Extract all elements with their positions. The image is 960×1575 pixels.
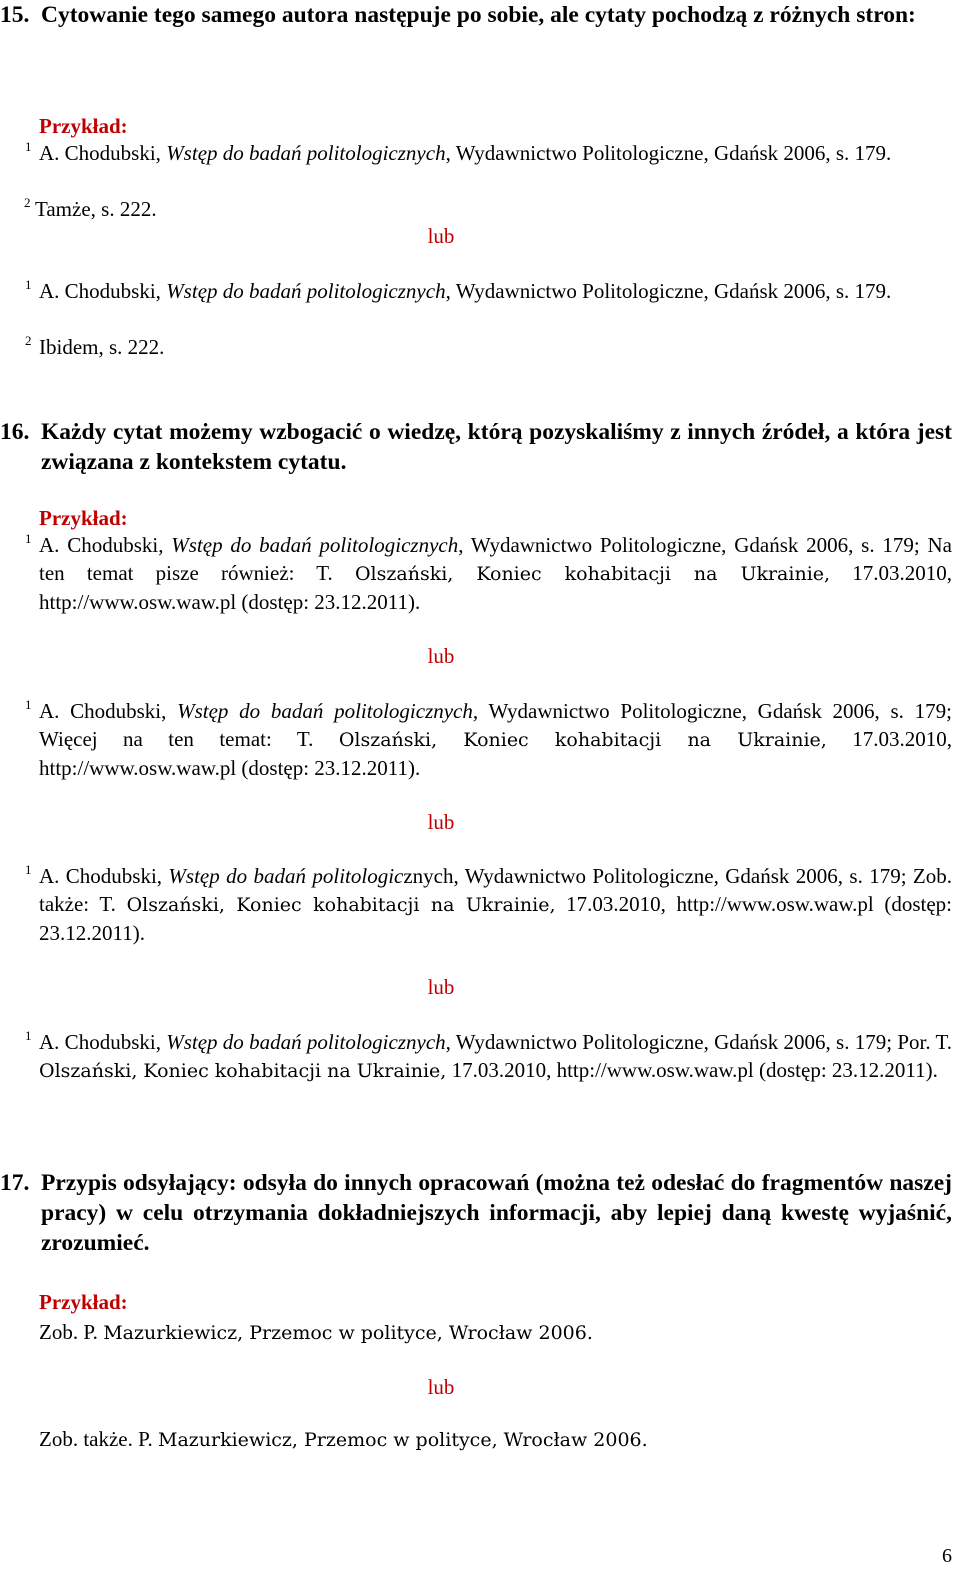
- reference-prefix: Zob. także. P.: [39, 1427, 158, 1451]
- footnote-text: Ibidem, s. 222.: [39, 335, 165, 359]
- book-title: Wstęp do badań politologicznych: [166, 1030, 446, 1054]
- author: A. Chodubski,: [39, 699, 178, 723]
- footnote: [25, 333, 952, 361]
- footnote-marker: 1: [25, 1028, 32, 1043]
- heading-number: 16.: [0, 419, 30, 445]
- author: A. Chodubski,: [39, 279, 167, 303]
- footnote-marker: 1: [25, 277, 32, 292]
- book-title: Wstęp do badań politologicznych: [171, 533, 459, 557]
- publication-info: znych, Wydawnictwo Politologiczne, Gdańsk 2006, s. 179; Zob. także: T.: [39, 864, 952, 916]
- footnote-text: Tamże, s. 222.: [35, 197, 157, 221]
- heading-16: [0, 417, 952, 477]
- or-separator: lub: [427, 224, 455, 248]
- author: A. Chodubski,: [39, 864, 169, 888]
- footnote: [24, 195, 948, 223]
- example-label: Przykład:: [39, 114, 128, 138]
- reference-prefix: Zob. P.: [39, 1320, 104, 1344]
- heading-number: 15.: [0, 2, 30, 28]
- footnote: [25, 277, 952, 305]
- publication-info: , Wydawnictwo Politologiczne, Gdańsk 2006, s. 179; Więcej na ten temat: T.: [39, 699, 952, 751]
- reference-work: Mazurkiewicz, Przemoc w polityce, Wrocław 2006.: [157, 1429, 648, 1451]
- author: A. Chodubski,: [39, 1030, 167, 1054]
- publication-info: , Wydawnictwo Politologiczne, Gdańsk 2006, s. 179; Na ten temat pisze również: T.: [39, 533, 952, 585]
- footnote: [25, 139, 952, 167]
- or-separator: lub: [427, 810, 455, 834]
- or-separator: lub: [427, 975, 455, 999]
- author: A. Chodubski,: [39, 141, 167, 165]
- heading-17: [0, 1168, 952, 1258]
- or-separator: lub: [427, 644, 455, 668]
- footnote: [25, 697, 952, 782]
- example-reference: [39, 1318, 593, 1347]
- example-reference: [39, 1425, 648, 1454]
- book-title: Wstęp do badań politologicznych: [177, 699, 473, 723]
- footnote: [25, 862, 953, 947]
- heading-text: Przypis odsyłający: odsyła do innych opracowań (można też odesłać do fragmentów naszej pracy) w celu otrzymania dokładniejszych informacji, aby lepiej daną kwestę wyjaśnić, zrozumieć.: [41, 1170, 952, 1256]
- footnote-marker: 1: [25, 531, 32, 546]
- example-label: Przykład:: [39, 506, 128, 530]
- publication-info: , Wydawnictwo Politologiczne, Gdańsk 2006, s. 179.: [445, 279, 892, 303]
- footnote-marker: 1: [25, 697, 32, 712]
- book-title: Wstęp do badań politologicznych: [166, 279, 446, 303]
- example-label: Przykład:: [39, 1290, 128, 1314]
- related-work: Olszański, Koniec kohabitacji na Ukrainie,: [126, 894, 556, 916]
- footnote-marker: 2: [24, 195, 31, 210]
- heading-text: Każdy cytat możemy wzbogacić o wiedzę, którą pozyskaliśmy z innych źródeł, a która jest związana z kontekstem cytatu.: [41, 419, 952, 475]
- author: A. Chodubski,: [39, 533, 172, 557]
- related-work: Olszański, Koniec kohabitacji na Ukrainie,: [39, 1060, 447, 1082]
- footnote: [25, 531, 952, 616]
- publication-info: , Wydawnictwo Politologiczne, Gdańsk 2006, s. 179; Por. T.: [445, 1030, 952, 1054]
- related-work: Olszański, Koniec kohabitacji na Ukrainie,: [338, 729, 827, 751]
- or-separator: lub: [427, 1375, 455, 1399]
- related-work-info: 17.03.2010, http://www.osw.waw.pl (dostęp: 23.12.2011).: [39, 892, 953, 945]
- footnote-marker: 1: [25, 862, 32, 877]
- book-title: Wstęp do badań politologic: [168, 864, 404, 888]
- heading-text: Cytowanie tego samego autora następuje po sobie, ale cytaty pochodzą z różnych stron:: [41, 2, 916, 28]
- related-work: Olszański, Koniec kohabitacji na Ukrainie,: [354, 563, 831, 585]
- heading-15: [0, 0, 952, 30]
- footnote-marker: 1: [25, 139, 32, 154]
- heading-number: 17.: [0, 1170, 30, 1196]
- book-title: Wstęp do badań politologicznych: [166, 141, 446, 165]
- related-work-info: 17.03.2010, http://www.osw.waw.pl (dostęp: 23.12.2011).: [446, 1058, 938, 1082]
- related-work-info: 17.03.2010, http://www.osw.waw.pl (dostęp: 23.12.2011).: [39, 727, 952, 780]
- page-number: 6: [942, 1545, 952, 1567]
- related-work-info: 17.03.2010, http://www.osw.waw.pl (dostęp: 23.12.2011).: [39, 561, 952, 614]
- publication-info: , Wydawnictwo Politologiczne, Gdańsk 2006, s. 179.: [445, 141, 892, 165]
- footnote-marker: 2: [25, 333, 32, 348]
- reference-work: Mazurkiewicz, Przemoc w polityce, Wrocław 2006.: [103, 1322, 593, 1344]
- footnote: [25, 1028, 952, 1085]
